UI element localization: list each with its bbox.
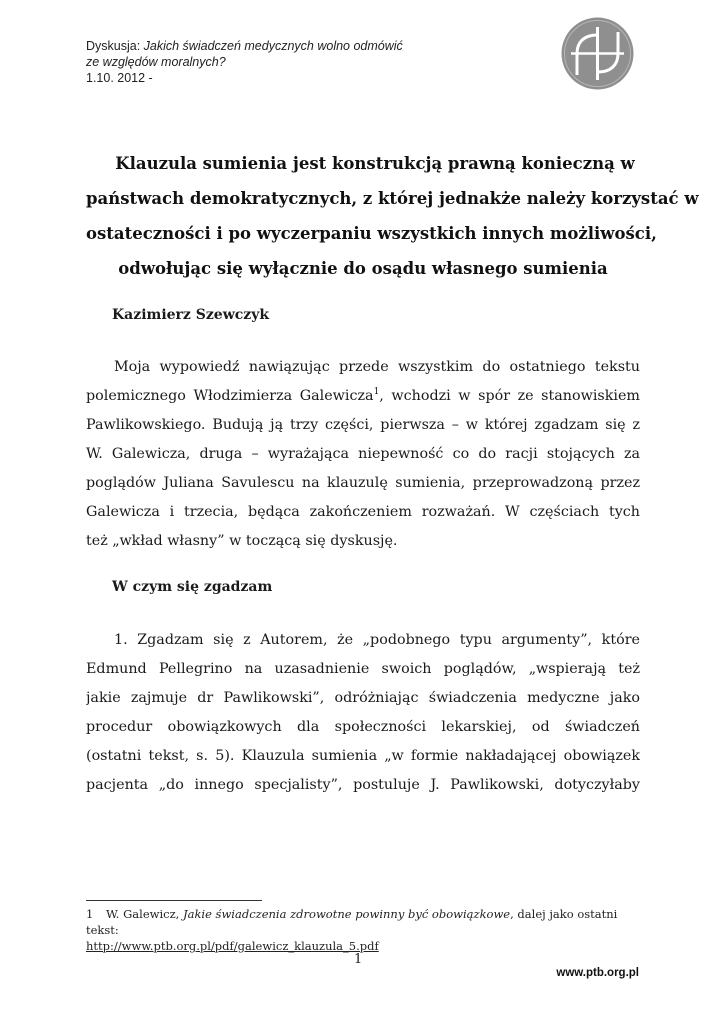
text-segment: polemicznego Włodzimierza Galewicza <box>86 388 374 404</box>
text-line: jakie zajmuje dr Pawlikowski”, odróżniając świadczenia medyczne jako <box>86 690 640 706</box>
text-line: 1. Zgadzam się z Autorem, że „podobnego typu argumenty”, które <box>114 632 640 648</box>
text-segment: , wchodzi w spór ze stanowiskiem <box>379 388 640 404</box>
header-topic: Jakich świadczeń medycznych wolno odmówić <box>143 39 403 53</box>
text-line: W. Galewicza, druga – wyrażająca niepewność co do racji stojących za <box>86 446 640 462</box>
header-prefix: Dyskusja: <box>86 39 144 53</box>
text-line <box>86 382 640 411</box>
title-line: państwach demokratycznych, z której jednakże należy korzystać w <box>86 189 699 208</box>
text-line: też „wkład własny” w toczącą się dyskusję. <box>86 533 398 549</box>
footnote-title: Jakie świadczenia zdrowotne powinny być obowiązkowe <box>182 907 511 921</box>
header-topic-line2: ze względów moralnych? <box>86 55 226 69</box>
text-line: Edmund Pellegrino na uzasadnienie swoich poglądów, „wspierają też <box>86 661 640 677</box>
paragraph-intro <box>86 353 640 556</box>
footnote-line <box>86 906 640 938</box>
footnote-rest: , dalej jako ostatni tekst: <box>86 907 618 937</box>
header-topic-line1 <box>86 38 506 54</box>
footnote-divider <box>86 900 262 901</box>
text-line: Galewicza i trzecia, będąca zakończeniem rozważań. W częściach tych <box>86 504 640 520</box>
title-line: Klauzula sumienia jest konstrukcją prawną konieczną w <box>115 154 635 173</box>
footnote-number: 1 <box>86 907 94 921</box>
text-line: Moja wypowiedź nawiązując przede wszystkim do ostatniego tekstu <box>114 359 640 375</box>
ptb-logo <box>561 17 634 90</box>
footnote <box>86 906 640 954</box>
page-number: 1 <box>354 952 363 967</box>
paragraph-section1 <box>86 626 640 800</box>
ptb-logo-icon <box>561 17 634 90</box>
document-header <box>86 38 506 86</box>
text-line: procedur obowiązkowych dla społeczności lekarskiej, od świadczeń <box>86 719 640 735</box>
footnote-link[interactable]: http://www.ptb.org.pl/pdf/galewicz_klauzula_5.pdf <box>86 939 379 953</box>
header-date: 1.10. 2012 - <box>86 71 153 85</box>
text-line: Pawlikowskiego. Budują ją trzy części, pierwsza – w której zgadzam się z <box>86 417 640 433</box>
author-name: Kazimierz Szewczyk <box>112 307 270 323</box>
title-line: odwołując się wyłącznie do osądu własnego sumienia <box>118 259 608 278</box>
site-url[interactable]: www.ptb.org.pl <box>556 967 639 979</box>
footnote-ref[interactable]: 1 <box>373 387 380 398</box>
text-line: (ostatni tekst, s. 5). Klauzula sumienia „w formie nakładającej obowiązek <box>86 748 640 764</box>
title-line: ostateczności i po wyczerpaniu wszystkich innych możliwości, <box>86 224 657 243</box>
text-line: poglądów Juliana Savulescu na klauzulę sumienia, przeprowadzoną przez <box>86 475 640 491</box>
section-heading: W czym się zgadzam <box>112 579 273 595</box>
text-line: pacjenta „do innego specjalisty”, postuluje J. Pawlikowski, dotyczyłaby <box>86 777 640 793</box>
footnote-author: W. Galewicz, <box>106 907 183 921</box>
article-title <box>86 146 699 286</box>
